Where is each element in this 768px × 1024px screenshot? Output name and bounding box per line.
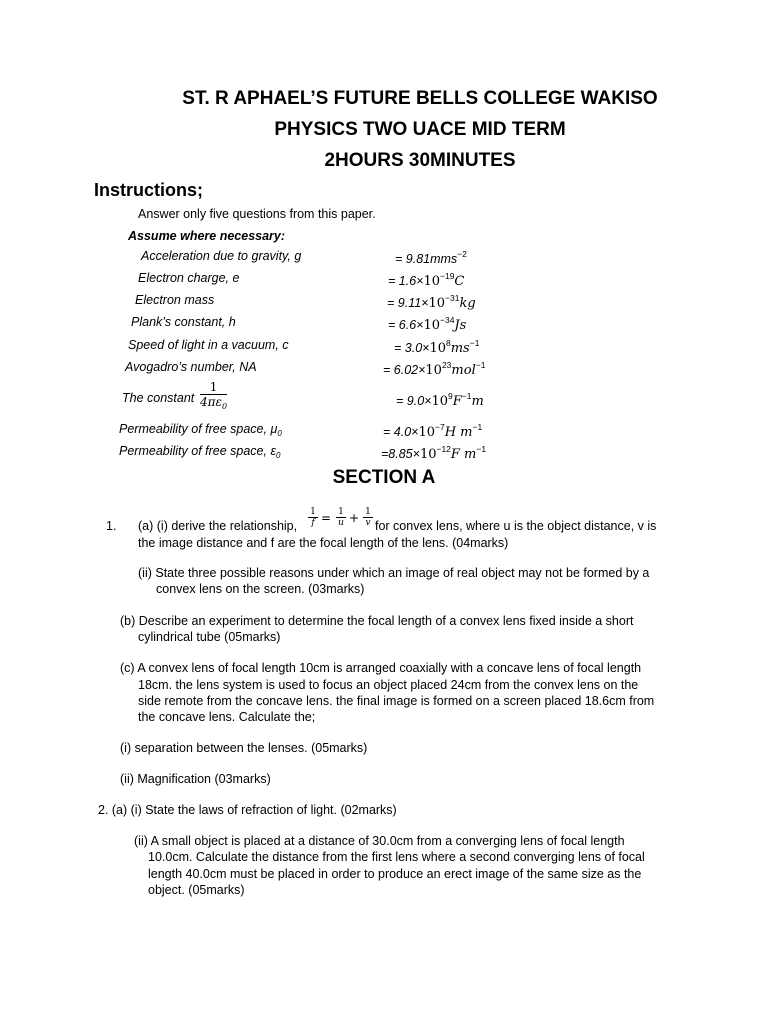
constant-value: = $1.6\times 10^{-19}C$ <box>388 271 465 289</box>
q2-a-ii-line1: (ii) A small object is placed at a distance of 30.0cm from a converging lens of focal length <box>134 834 625 848</box>
constant-row-avogadro <box>0 360 768 380</box>
paper-title: PHYSICS TWO UACE MID TERM <box>274 119 566 140</box>
constant-value: = $3.0\times 10^8ms^{-1}$ <box>394 338 480 356</box>
q1-c-ii: (ii) Magnification (03marks) <box>120 772 271 786</box>
constant-row-speed-of-light <box>0 338 768 358</box>
constant-row-electron-charge <box>0 271 768 291</box>
constant-label: The constant <box>122 391 195 405</box>
constant-label: Plank’s constant, h <box>131 315 236 329</box>
eq-equals: = <box>321 511 332 525</box>
eq-v-fraction: $\frac{1}{v}$ <box>363 507 373 528</box>
constant-value: = 9.81mms$^{-2}$ <box>395 249 467 266</box>
constant-value: = $9.0\times 10^9F^{-1}m$ <box>396 391 484 409</box>
eq-lhs-fraction: $\frac{1}{f}$ <box>308 507 318 528</box>
q1-c-line4: the concave lens. Calculate the; <box>138 710 316 724</box>
q1-number: 1. <box>106 519 117 533</box>
constant-row-permeability <box>0 422 768 442</box>
q1-a-i-text-cont: for convex lens, where u is the object distance, v is <box>375 519 657 533</box>
section-title: SECTION A <box>332 467 436 488</box>
instructions-heading: Instructions; <box>94 180 204 200</box>
constant-label: Electron mass <box>135 293 215 307</box>
instructions-assume: Assume where necessary: <box>128 229 286 243</box>
constant-row-coulomb <box>0 391 768 411</box>
eq-u-fraction: $\frac{1}{u}$ <box>336 507 346 528</box>
constant-row-permittivity <box>0 444 768 464</box>
q2-a-i: 2. (a) (i) State the laws of refraction of light. (02marks) <box>98 803 397 817</box>
q1-a-i-line2: the image distance and f are the focal length of the lens. (04marks) <box>138 536 509 550</box>
constant-fraction: $\frac{1}{4\pi\varepsilon_0}$ <box>200 380 228 411</box>
paper-duration: 2HOURS 30MINUTES <box>324 150 516 171</box>
q1-c-line1: (c) A convex lens of focal length 10cm is arranged coaxially with a concave lens of focal length <box>120 661 642 675</box>
constant-label: Speed of light in a vacuum, c <box>128 338 289 352</box>
constant-label: Permeability of free space, $\varepsilon_0$ <box>119 444 281 460</box>
q1-a-ii-line1: (ii) State three possible reasons under which an image of real object may not be formed by a <box>138 566 650 580</box>
constant-value: = $6.02\times 10^{23}mol^{-1}$ <box>383 360 486 378</box>
constant-row-planck <box>0 315 768 335</box>
constant-value: $=8.85\times 10^{-12}F$ $m^{-1}$ <box>381 444 487 462</box>
constant-label: Electron charge, e <box>138 271 240 285</box>
q1-a-ii-line2: convex lens on the screen. (03marks) <box>156 582 365 596</box>
q2-a-ii-line3: length 40.0cm must be placed in order to produce an erect image of the same size as the <box>148 867 642 881</box>
constant-label: Permeability of free space, $\mu_0$ <box>119 422 282 438</box>
constant-value: = $4.0\times 10^{-7}H$ $m^{-1}$ <box>383 422 483 440</box>
q2-a-ii-line2: 10.0cm. Calculate the distance from the first lens where a second converging lens of focal <box>148 850 645 864</box>
q1-c-i: (i) separation between the lenses. (05marks) <box>120 741 368 755</box>
constant-value: = $9.11\times 10^{-31}kg$ <box>387 293 476 311</box>
q1-a-i-text: (a) (i) derive the relationship, <box>138 519 298 533</box>
q1-c-line3: side remote from the concave lens. the final image is formed on a screen placed 18.6cm from <box>138 694 655 708</box>
constant-row-electron-mass <box>0 293 768 313</box>
q1-c-line2: 18cm. the lens system is used to focus an object placed 24cm from the convex lens on the <box>138 678 639 692</box>
q2-a-ii-line4: object. (05marks) <box>148 883 245 897</box>
eq-plus: + <box>349 511 360 525</box>
constant-label: Acceleration due to gravity, g <box>141 249 302 263</box>
q1-b-line1: (b) Describe an experiment to determine the focal length of a convex lens fixed inside a short <box>120 614 634 628</box>
instructions-answer-note: Answer only five questions from this paper. <box>138 207 376 221</box>
q1-b-line2: cylindrical tube (05marks) <box>138 630 281 644</box>
school-name: ST. R APHAEL’S FUTURE BELLS COLLEGE WAKISO <box>182 88 658 109</box>
constant-row-gravity <box>0 249 768 269</box>
constant-value: = $6.6\times 10^{-34}Js$ <box>388 315 467 333</box>
constant-label: Avogadro’s number, NA <box>125 360 257 374</box>
